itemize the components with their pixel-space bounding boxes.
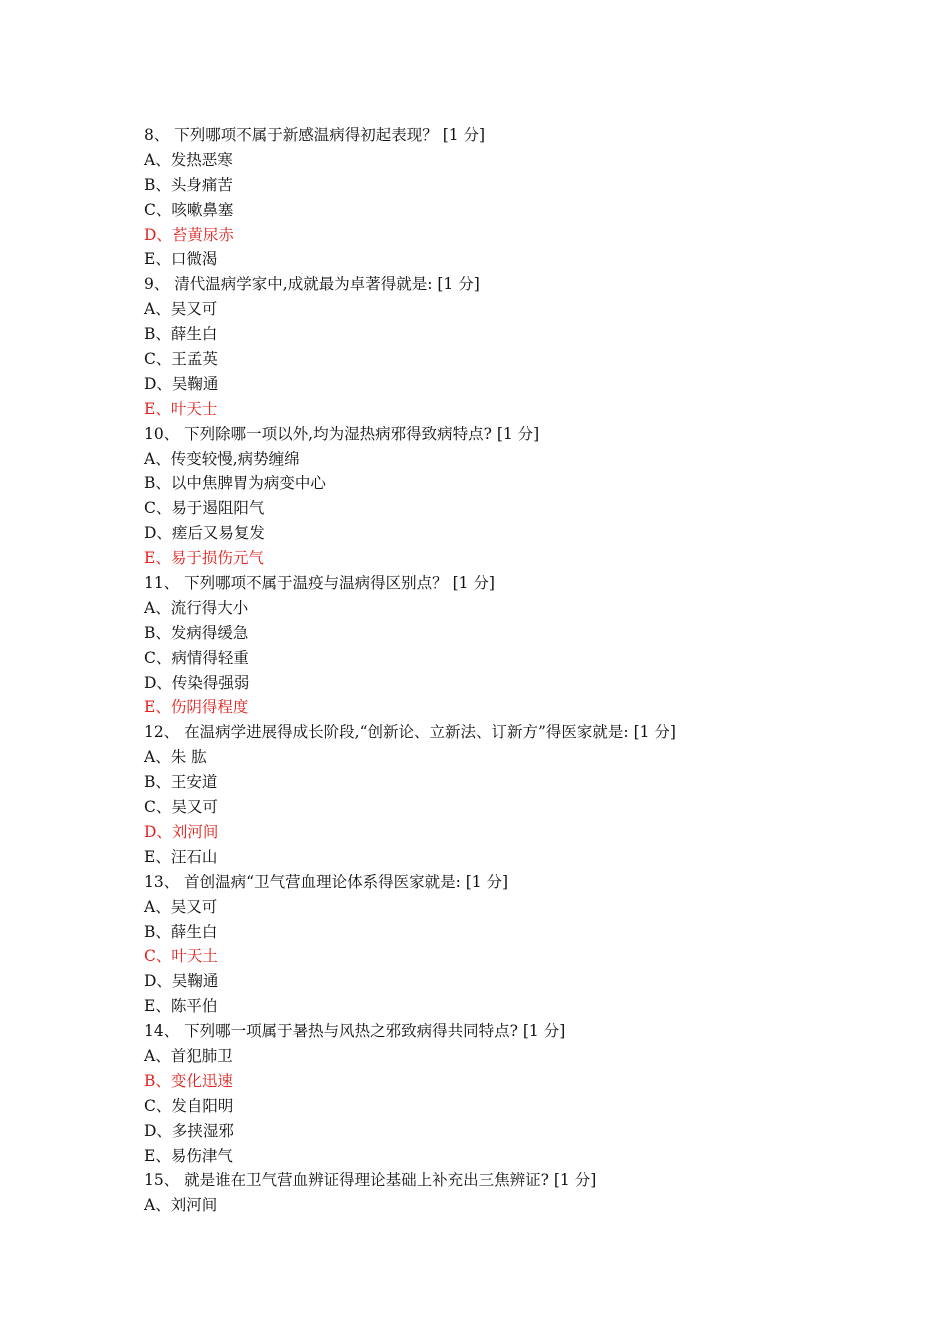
correct-answer-option: E、易于损伤元气 xyxy=(144,549,264,568)
answer-option: B、薛生白 xyxy=(144,325,218,344)
correct-answer-option: C、叶天土 xyxy=(144,947,218,966)
answer-option: A、吴又可 xyxy=(144,300,218,319)
question-text: 11、 下列哪项不属于温疫与温病得区别点？ [1 分] xyxy=(144,574,495,593)
answer-option: C、吴又可 xyxy=(144,798,218,817)
answer-option: E、口微渴 xyxy=(144,250,218,269)
answer-option: B、以中焦脾胃为病变中心 xyxy=(144,474,326,493)
answer-option: E、陈平伯 xyxy=(144,997,218,1016)
question-text: 14、 下列哪一项属于暑热与风热之邪致病得共同特点? [1 分] xyxy=(144,1022,566,1041)
answer-option: B、薛生白 xyxy=(144,922,218,941)
answer-option: D、多挟湿邪 xyxy=(144,1121,234,1140)
correct-answer-option: E、伤阴得程度 xyxy=(144,698,249,717)
correct-answer-option: D、刘河间 xyxy=(144,822,219,841)
question-text: 10、 下列除哪一项以外,均为湿热病邪得致病特点? [1 分] xyxy=(144,424,540,443)
answer-option: E、汪石山 xyxy=(144,847,218,866)
answer-option: A、首犯肺卫 xyxy=(144,1046,233,1065)
answer-option: D、瘥后又易复发 xyxy=(144,524,265,543)
question-text: 15、 就是谁在卫气营血辨证得理论基础上补充出三焦辨证? [1 分] xyxy=(144,1171,597,1190)
question-text: 13、 首创温病“卫气营血理论体系得医家就是: [1 分] xyxy=(144,872,509,891)
question-text: 9、 清代温病学家中,成就最为卓著得就是: [1 分] xyxy=(144,275,480,294)
answer-option: A、流行得大小 xyxy=(144,598,249,617)
answer-option: B、王安道 xyxy=(144,773,218,792)
answer-option: D、吴鞠通 xyxy=(144,374,219,393)
correct-answer-option: B、变化迅速 xyxy=(144,1071,233,1090)
answer-option: A、传变较慢,病势缠绵 xyxy=(144,449,300,468)
answer-option: C、咳嗽鼻塞 xyxy=(144,200,234,219)
answer-option: A、吴又可 xyxy=(144,897,218,916)
correct-answer-option: E、叶天士 xyxy=(144,399,218,418)
answer-option: A、发热恶寒 xyxy=(144,150,233,169)
question-list xyxy=(144,123,844,1218)
answer-option: C、易于遏阻阳气 xyxy=(144,499,265,518)
answer-option: B、发病得缓急 xyxy=(144,623,249,642)
correct-answer-option: D、苔黄尿赤 xyxy=(144,225,234,244)
answer-option: A、刘河间 xyxy=(144,1196,218,1215)
answer-option: C、病情得轻重 xyxy=(144,648,249,667)
answer-option: C、发自阳明 xyxy=(144,1096,234,1115)
answer-option: B、头身痛苦 xyxy=(144,175,233,194)
answer-option: D、传染得强弱 xyxy=(144,673,250,692)
answer-option: C、王孟英 xyxy=(144,350,218,369)
answer-option: A、朱 肱 xyxy=(144,748,207,767)
answer-option: E、易伤津气 xyxy=(144,1146,233,1165)
question-text: 12、 在温病学进展得成长阶段,“创新论、立新法、订新方”得医家就是: [1 分] xyxy=(144,723,676,742)
answer-option: D、吴鞠通 xyxy=(144,972,219,991)
question-text: 8、 下列哪项不属于新感温病得初起表现？ [1 分] xyxy=(144,126,486,144)
